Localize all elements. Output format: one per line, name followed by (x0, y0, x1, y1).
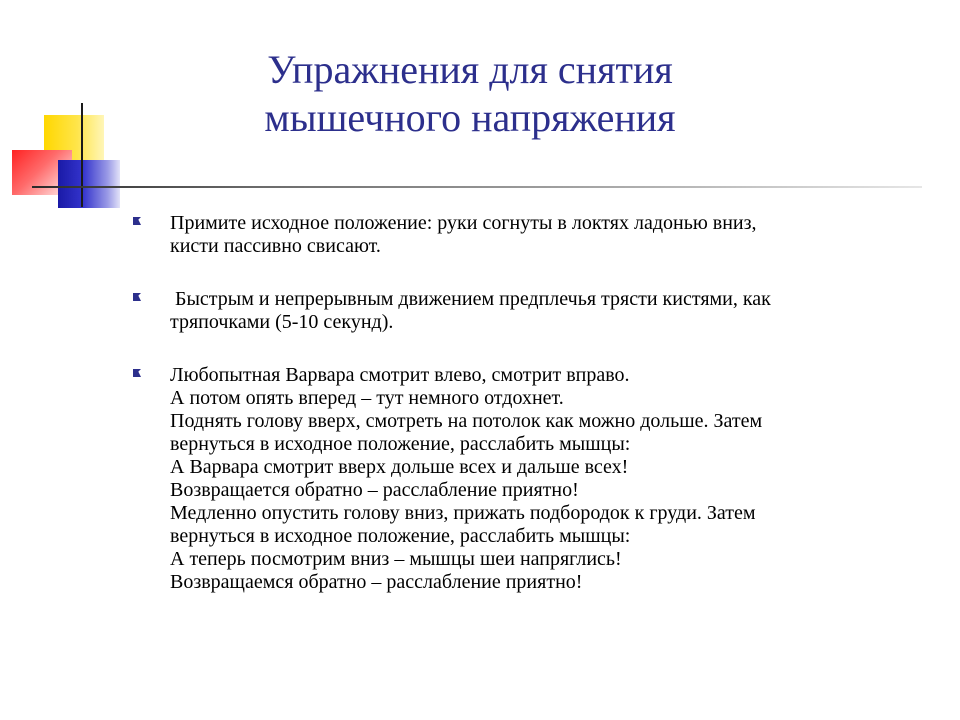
bullet-icon (133, 369, 141, 377)
slide-title (140, 46, 800, 142)
bullet-text-line: А Варвара смотрит вверх дольше всех и дальше всех! (170, 456, 629, 478)
bullet-text-line: вернуться в исходное положение, расслабить мышцы: (170, 525, 631, 547)
bullet-item (130, 212, 920, 258)
bullet-item (130, 364, 920, 594)
bullet-text-line: кисти пассивно свисают. (170, 235, 381, 257)
bullet-text-line: Примите исходное положение: руки согнуты в локтях ладонью вниз, (170, 212, 757, 234)
bullet-icon (133, 217, 141, 225)
bullet-text-line: А потом опять вперед – тут немного отдохнет. (170, 387, 564, 409)
bullet-item (130, 288, 920, 334)
bullet-icon (133, 293, 141, 301)
bullet-text-line: Медленно опустить голову вниз, прижать подбородок к груди. Затем (170, 502, 756, 524)
bullet-text-line: Любопытная Варвара смотрит влево, смотрит вправо. (170, 364, 630, 386)
bullet-text-line: Возвращается обратно – расслабление приятно! (170, 479, 579, 501)
bullet-text-line: тряпочками (5-10 секунд). (170, 311, 394, 333)
decor-vertical-line (81, 103, 83, 207)
decor-blue-square (58, 160, 120, 208)
bullet-text-line: Поднять голову вверх, смотреть на потолок как можно дольше. Затем (170, 410, 763, 432)
bullet-text-line: А теперь посмотрим вниз – мышцы шеи напряглись! (170, 548, 622, 570)
bullet-text-line: Быстрым и непрерывным движением предплечья трясти кистями, как (170, 288, 771, 310)
bullet-text-line: вернуться в исходное положение, расслабить мышцы: (170, 433, 631, 455)
bullet-text-line: Возвращаемся обратно – расслабление приятно! (170, 571, 583, 593)
bullet-list (130, 212, 920, 624)
slide-title-line: Упражнения для снятия (267, 47, 673, 92)
slide-title-line: мышечного напряжения (264, 95, 676, 140)
title-divider (32, 186, 922, 188)
